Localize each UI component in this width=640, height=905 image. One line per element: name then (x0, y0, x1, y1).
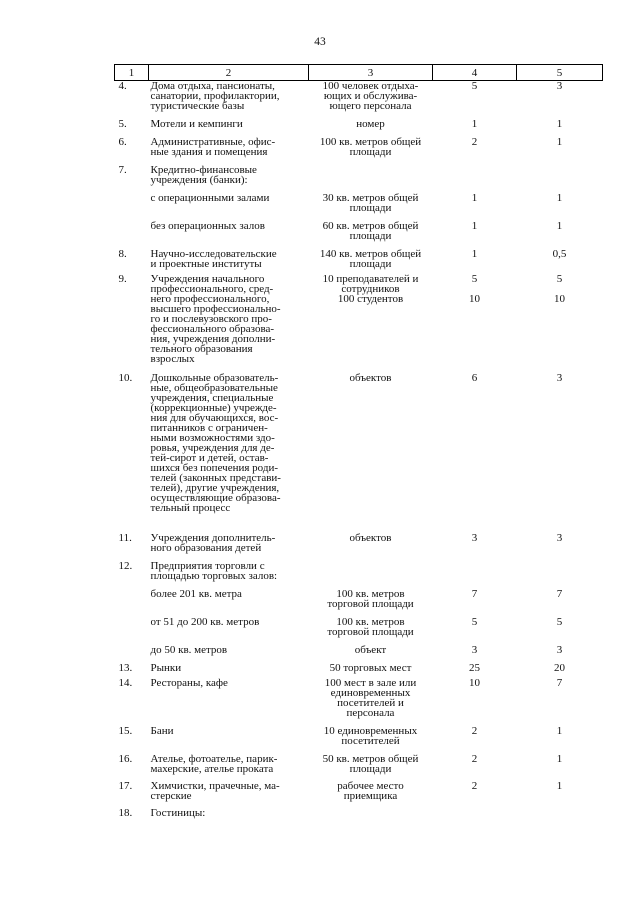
table-row (115, 645, 603, 663)
row-number: 6. (118, 136, 127, 148)
facility-name: Предприятия торговли с площадью торговых залов: (150, 560, 278, 582)
facility-name: Гостиницы: (150, 807, 206, 819)
table-row (115, 678, 603, 726)
value-col5: 3 (556, 532, 563, 544)
calculation-unit: 60 кв. метров общей площади (322, 220, 419, 242)
facility-name: Бани (150, 725, 174, 737)
table-row (115, 663, 603, 678)
row-number (115, 645, 149, 663)
value-col5: 3 (556, 644, 563, 656)
row-number: 16. (118, 753, 133, 765)
value-col4: 3 (471, 532, 478, 544)
facility-name: Мотели и кемпинги (150, 118, 243, 130)
table-row (115, 808, 603, 822)
table-row (115, 781, 603, 808)
value-col5: 1 (556, 136, 563, 148)
facility-name: до 50 кв. метров (150, 644, 228, 656)
calculation-unit: 50 торговых мест (329, 662, 412, 674)
row-number: 18. (118, 807, 133, 819)
column-header: 2 (149, 65, 309, 81)
facility-name: Ателье, фотоателье, парик- махерские, ателье проката (150, 753, 278, 775)
calculation-unit: 140 кв. метров общей площади (319, 248, 422, 270)
value-col4: 1 (471, 118, 478, 130)
table-row (115, 589, 603, 617)
calculation-unit: 100 кв. метров торговой площади (327, 588, 414, 610)
value-col5: 1 (556, 220, 563, 232)
row-number (115, 221, 149, 249)
table-row (115, 617, 603, 645)
table-row (115, 726, 603, 754)
column-header: 5 (517, 65, 603, 81)
table-row (115, 274, 603, 294)
facility-name: более 201 кв. метра (150, 588, 242, 600)
value-col4: 25 (469, 662, 480, 674)
row-number: 12. (118, 560, 133, 572)
calculation-unit: рабочее место приемщика (337, 780, 404, 802)
calculation-unit (309, 561, 433, 589)
facility-name: Дома отдыха, пансионаты, санатории, профилактории, туристические базы (150, 80, 280, 112)
value-col4: 10 (469, 293, 480, 305)
facility-name: Учреждения дополнитель- ного образования детей (150, 532, 276, 554)
facility-name: Химчистки, прачечные, ма- стерские (150, 780, 280, 802)
calculation-unit: 100 студентов (337, 293, 404, 305)
value-col5: 3 (556, 372, 563, 384)
facility-name: с операционными залами (150, 192, 270, 204)
calculation-unit: 30 кв. метров общей площади (322, 192, 419, 214)
row-number (115, 617, 149, 645)
row-number: 8. (118, 248, 127, 260)
row-number: 14. (118, 677, 133, 689)
table-row (115, 165, 603, 193)
value-col5: 7 (556, 677, 563, 689)
calculation-unit: 10 единовременных посетителей (323, 725, 418, 747)
value-col4: 5 (471, 80, 478, 92)
value-col4: 2 (471, 780, 478, 792)
value-col4: 10 (469, 677, 480, 689)
value-col4 (433, 561, 517, 589)
facility-name: Дошкольные образователь- ные, общеобразовательные учреждения, специальные (коррекционные) учрежде- ния для обучающихся, вос- питанников с ограничен- ными возможностями здо- ровья, учреждения для де- тей-сирот и детей, остав- шихся без попечения роди- телей (законных представи- телей), другие учреждения, осуществляющие образова- тельный процесс (150, 372, 281, 514)
value-col5: 1 (556, 780, 563, 792)
value-col5: 1 (556, 753, 563, 765)
value-col5: 5 (556, 273, 563, 285)
table-row (115, 249, 603, 274)
calculation-unit: объектов (349, 532, 392, 544)
value-col4: 1 (471, 248, 478, 260)
value-col5 (517, 561, 603, 589)
facility-name: Рестораны, кафе (150, 677, 228, 689)
table-row (115, 137, 603, 165)
value-col4: 2 (471, 136, 478, 148)
calculation-unit: 50 кв. метров общей площади (322, 753, 419, 775)
value-col4 (433, 808, 517, 822)
calculation-unit: объектов (349, 372, 392, 384)
facility-name: Кредитно-финансовые учреждения (банки): (150, 164, 257, 186)
row-number (115, 589, 149, 617)
value-col4: 3 (471, 644, 478, 656)
value-col4: 2 (471, 725, 478, 737)
calculation-unit: 10 преподавателей и сотрудников (322, 273, 419, 295)
calculation-unit: 100 кв. метров общей площади (319, 136, 422, 158)
row-number: 5. (118, 118, 127, 130)
value-col5: 1 (556, 725, 563, 737)
table-row (115, 221, 603, 249)
table-row (115, 373, 603, 533)
row-number: 17. (118, 780, 133, 792)
table-row (115, 119, 603, 137)
facility-name: Рынки (150, 662, 182, 674)
value-col5: 7 (556, 588, 563, 600)
value-col5: 5 (556, 616, 563, 628)
value-col4: 1 (471, 220, 478, 232)
value-col5: 1 (556, 192, 563, 204)
table-row (115, 561, 603, 589)
value-col5: 3 (556, 80, 563, 92)
row-number: 7. (118, 164, 127, 176)
calculation-unit: номер (356, 118, 385, 130)
value-col5: 0,5 (552, 248, 567, 260)
value-col4: 5 (471, 273, 478, 285)
value-col5: 10 (554, 293, 565, 305)
value-col5 (517, 808, 603, 822)
value-col5 (517, 165, 603, 193)
calculation-unit (309, 808, 433, 822)
row-number: 9. (118, 273, 127, 285)
column-header: 1 (115, 65, 149, 81)
calculation-unit: 100 мест в зале или единовременных посетителей и персонала (324, 677, 417, 719)
column-header: 3 (309, 65, 433, 81)
row-number: 13. (118, 662, 133, 674)
row-number: 10. (118, 372, 133, 384)
facility-name: Административные, офис- ные здания и помещения (150, 136, 276, 158)
value-col4 (433, 165, 517, 193)
row-number: 11. (118, 532, 132, 544)
table-header-row (115, 65, 603, 81)
value-col4: 5 (471, 616, 478, 628)
value-col4: 7 (471, 588, 478, 600)
table-row (115, 754, 603, 781)
table-row (115, 193, 603, 221)
table-row (115, 81, 603, 120)
row-number (115, 193, 149, 221)
value-col5: 1 (556, 118, 563, 130)
value-col4: 1 (471, 192, 478, 204)
calculation-unit: 100 человек отдыха- ющих и обслужива- ющего персонала (322, 80, 419, 112)
parking-norms-table (114, 64, 603, 822)
value-col4: 6 (471, 372, 478, 384)
facility-name: от 51 до 200 кв. метров (150, 616, 260, 628)
value-col4: 2 (471, 753, 478, 765)
facility-name: без операционных залов (150, 220, 265, 232)
facility-name: Учреждения начального профессионального, сред- него профессионального, высшего профессионально- го и послевузовского про- фессионального образова- ния, учреждения дополни- тельного образования взрослых (150, 273, 281, 365)
table-row (115, 533, 603, 561)
page-number: 43 (314, 36, 326, 48)
value-col5: 20 (554, 662, 565, 674)
calculation-unit (309, 165, 433, 193)
calculation-unit: объект (354, 644, 387, 656)
calculation-unit: 100 кв. метров торговой площади (327, 616, 414, 638)
facility-name: Научно-исследовательские и проектные институты (150, 248, 277, 270)
row-number: 15. (118, 725, 133, 737)
column-header: 4 (433, 65, 517, 81)
row-number: 4. (118, 80, 127, 92)
